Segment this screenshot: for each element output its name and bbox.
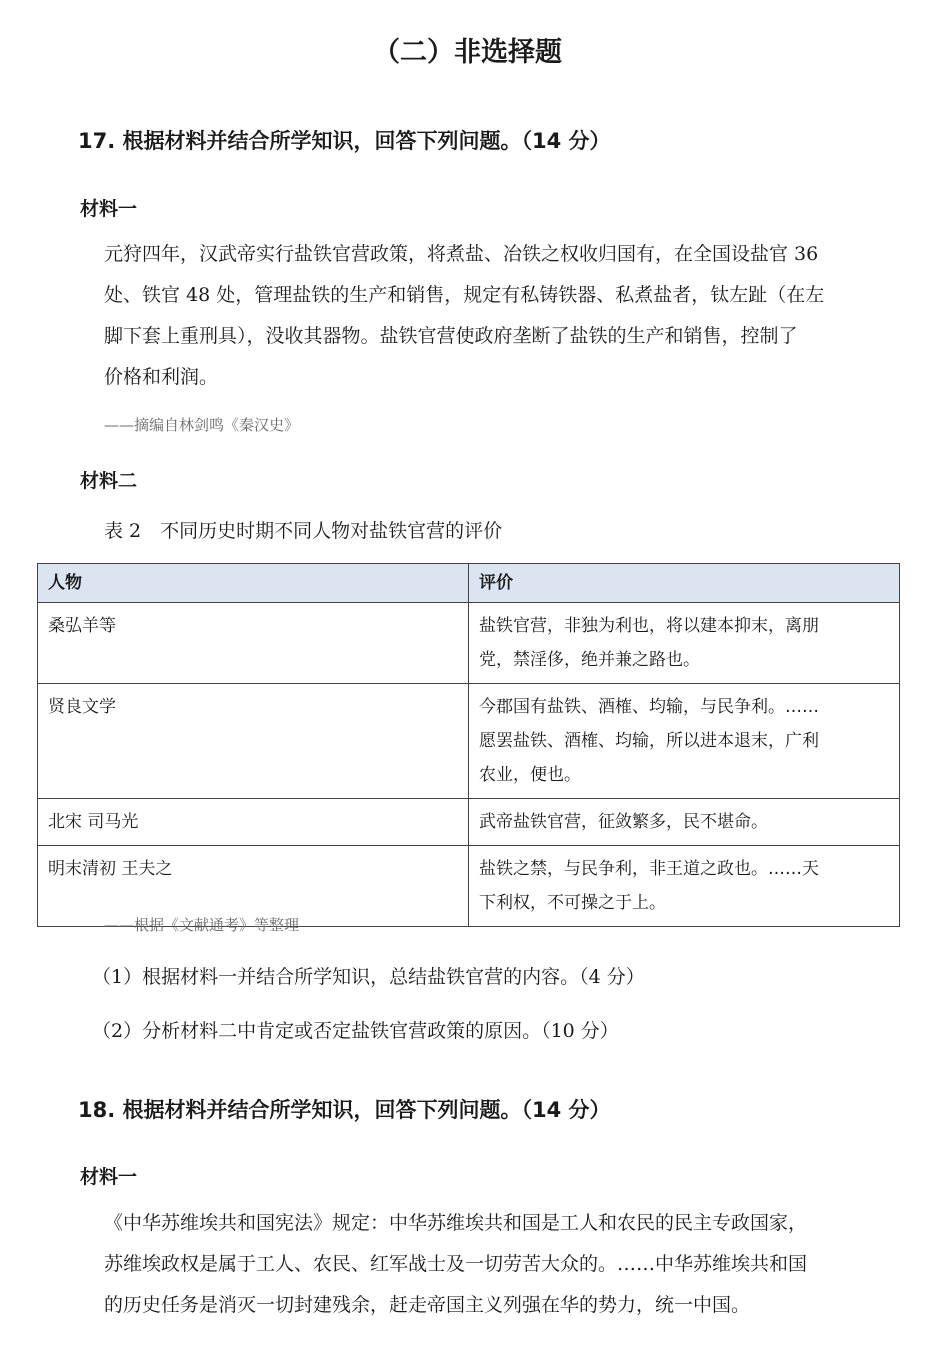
text-line: 《中华苏维埃共和国宪法》规定：中华苏维埃共和国是工人和农民的民主专政国家， <box>104 1212 808 1234</box>
cell-line: 愿罢盐铁、酒榷、均输，所以进本退末，广利 <box>479 731 819 751</box>
cell-line: 党，禁淫侈，绝并兼之路也。 <box>479 650 700 670</box>
text-line: 元狩四年，汉武帝实行盐铁官营政策，将煮盐、冶铁之权收归国有，在全国设盐官 36 <box>104 243 819 265</box>
table-cell-evaluation <box>469 603 900 684</box>
table-cell-evaluation <box>469 846 900 927</box>
q17-material-1-label: 材料一 <box>80 198 138 220</box>
q17-material-1-source: ——摘编自林剑鸣《秦汉史》 <box>104 416 300 434</box>
cell-line: 农业，便也。 <box>479 765 581 785</box>
table-caption: 表 2 不同历史时期不同人物对盐铁官营的评价 <box>104 520 503 542</box>
table-cell-person: 贤良文学 <box>38 684 469 799</box>
table-header-person: 人物 <box>38 564 469 603</box>
text-line: 价格和利润。 <box>104 366 219 388</box>
cell-line: 盐铁官营，非独为利也，将以建本抑末，离朋 <box>479 616 819 636</box>
table-row <box>38 799 900 846</box>
sub-question-2: （2）分析材料二中肯定或否定盐铁官营政策的原因。（10 分） <box>92 1020 619 1042</box>
table-row <box>38 603 900 684</box>
sub-question-1: （1）根据材料一并结合所学知识，总结盐铁官营的内容。（4 分） <box>92 966 645 988</box>
table-cell-evaluation <box>469 684 900 799</box>
cell-line: 下利权，不可操之于上。 <box>479 893 666 913</box>
table-header-row <box>38 564 900 603</box>
question-18-heading: 18. 根据材料并结合所学知识，回答下列问题。（14 分） <box>78 1098 611 1122</box>
text-line: 处、铁官 48 处，管理盐铁的生产和销售，规定有私铸铁器、私煮盐者，钛左趾（在左 <box>104 284 825 306</box>
cell-line: 今郡国有盐铁、酒榷、均输，与民争利。…… <box>479 697 819 717</box>
table-cell-evaluation <box>469 799 900 846</box>
q18-material-1-text <box>104 1203 807 1326</box>
table-cell-person: 明末清初 王夫之 <box>38 846 469 927</box>
evaluation-table <box>37 563 900 927</box>
table-cell-person: 桑弘羊等 <box>38 603 469 684</box>
q17-material-2-source: ——根据《文献通考》等整理 <box>104 916 300 934</box>
section-title: （二）非选择题 <box>373 37 562 68</box>
text-line: 的历史任务是消灭一切封建残余，赶走帝国主义列强在华的势力，统一中国。 <box>104 1294 751 1316</box>
text-line: 脚下套上重刑具），没收其器物。盐铁官营使政府垄断了盐铁的生产和销售，控制了 <box>104 325 798 347</box>
cell-line: 武帝盐铁官营，征敛繁多，民不堪命。 <box>479 812 768 832</box>
q17-material-1-text <box>104 234 824 398</box>
table-row <box>38 684 900 799</box>
q18-material-1-label: 材料一 <box>80 1166 138 1188</box>
text-line: 苏维埃政权是属于工人、农民、红军战士及一切劳苦大众的。……中华苏维埃共和国 <box>104 1253 808 1275</box>
cell-line: 盐铁之禁，与民争利，非王道之政也。……天 <box>479 859 819 879</box>
table-cell-person: 北宋 司马光 <box>38 799 469 846</box>
table-header-evaluation: 评价 <box>469 564 900 603</box>
question-17-heading: 17. 根据材料并结合所学知识，回答下列问题。（14 分） <box>78 129 611 153</box>
q17-material-2-label: 材料二 <box>80 470 138 492</box>
